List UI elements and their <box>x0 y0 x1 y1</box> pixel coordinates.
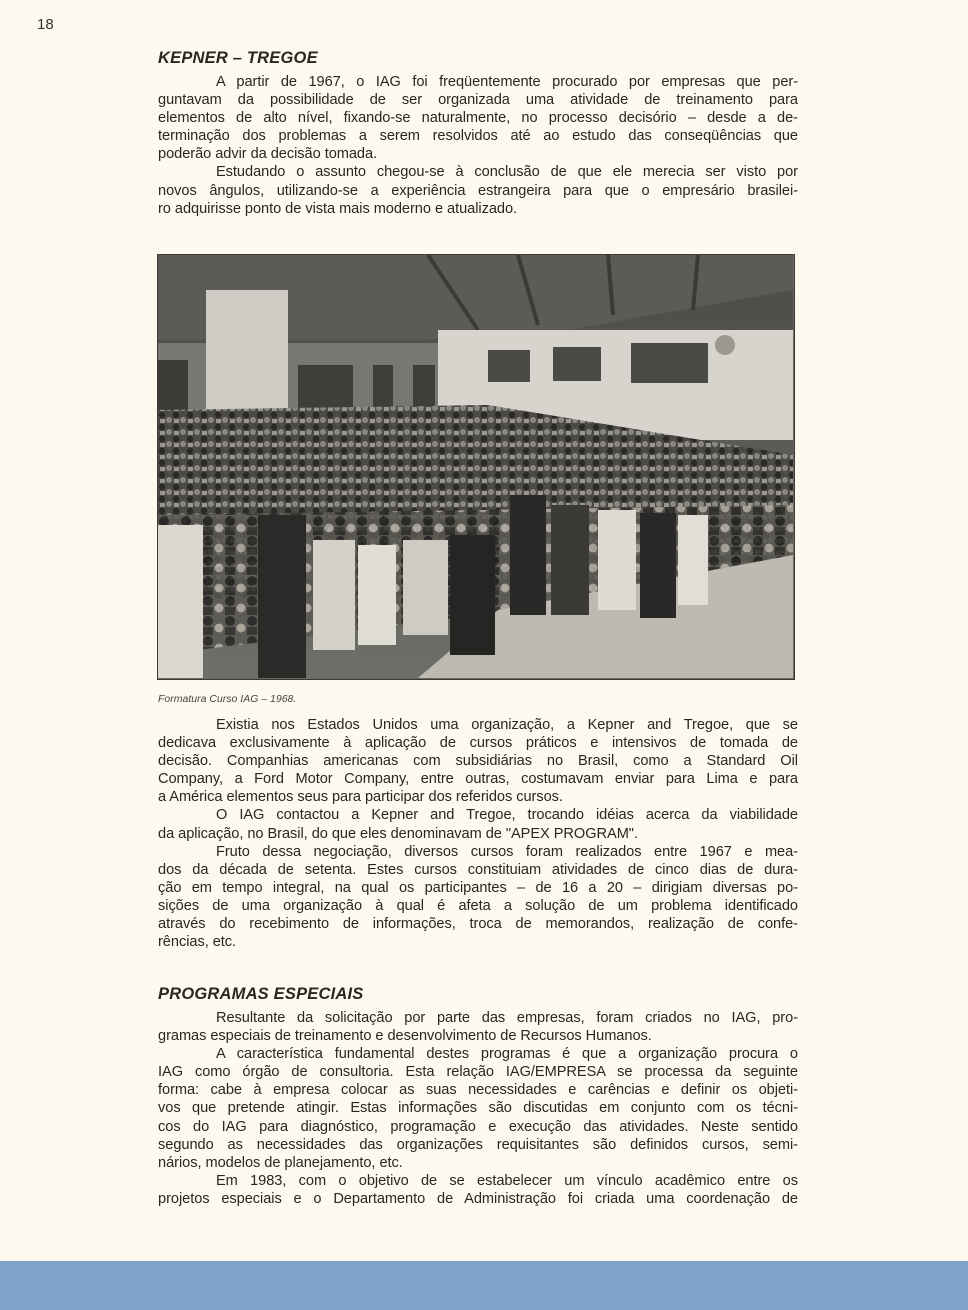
text-line: da aplicação, no Brasil, do que eles denominavam de "APEX PROGRAM". <box>158 825 638 842</box>
text-line: gramas especiais de treinamento e desenvolvimento de Recursos Humanos. <box>158 1028 652 1045</box>
text-line: dedicava exclusivamente à aplicação de cursos práticos e intensivos de tomada de <box>158 735 798 752</box>
paragraph <box>158 806 798 842</box>
text-line: rências, etc. <box>158 934 237 951</box>
text-line: O IAG contactou a Kepner and Tregoe, trocando idéias acerca da viabilidade <box>216 807 798 824</box>
text-line: Company, a Ford Motor Company, entre outras, costumavam enviar para Lima e para <box>158 771 798 788</box>
text-line: segundo as necessidades das organizações requisitantes são definidos cursos, semi- <box>158 1136 798 1153</box>
text-line: projetos especiais e o Departamento de Administração foi criada uma coordenação de <box>158 1190 798 1207</box>
photo-image <box>158 255 793 678</box>
text-line: novos ângulos, utilizando-se a experiência estrangeira para que o empresário brasilei- <box>158 182 798 199</box>
section-heading: KEPNER – TREGOE <box>158 49 318 67</box>
text-line: Resultante da solicitação por parte das empresas, foram criados no IAG, pro- <box>216 1010 798 1026</box>
text-line: vos que pretende atingir. Estas informações são discutidas em conjunto com os técni- <box>158 1100 798 1117</box>
paragraph <box>158 73 798 163</box>
paragraph <box>158 1009 798 1045</box>
text-line: terminação dos problemas a serem resolvidos até ao estudo das conseqüências que <box>158 128 798 145</box>
text-line: forma: cabe à empresa colocar as suas necessidades e carências e definir os objeti- <box>158 1082 798 1099</box>
section-kepner-tregoe <box>158 48 798 218</box>
paragraph <box>158 163 798 217</box>
text-line: Existia nos Estados Unidos uma organização, a Kepner and Tregoe, que se <box>216 717 798 733</box>
text-line: poderão advir da decisão tomada. <box>158 146 378 163</box>
section-kepner-tregoe-continued <box>158 716 798 951</box>
paragraph <box>158 1045 798 1172</box>
text-line: Fruto dessa negociação, diversos cursos foram realizados entre 1967 e mea- <box>216 843 798 860</box>
page-number: 18 <box>37 16 54 33</box>
text-line: através do recebimento de informações, troca de memorandos, realização de confe- <box>158 916 798 933</box>
text-line: A característica fundamental destes programas é que a organização procura o <box>216 1046 798 1063</box>
text-line: a América elementos seus para participar dos referidos cursos. <box>158 789 563 806</box>
photo-caption: Formatura Curso IAG – 1968. <box>158 693 297 705</box>
text-line: A partir de 1967, o IAG foi freqüentemente procurado por empresas que per- <box>216 74 798 90</box>
paragraph <box>158 716 798 806</box>
footer-color-band <box>0 1261 968 1310</box>
paragraph <box>158 843 798 952</box>
text-line: dos da década de setenta. Estes cursos constituiam atividades de cinco dias de dura- <box>158 861 798 878</box>
photo-graduation-audience <box>157 254 795 680</box>
text-line: IAG como órgão de consultoria. Esta relação IAG/EMPRESA se processa da seguinte <box>158 1064 798 1081</box>
text-line: decisão. Companhias americanas com subsidiárias no Brasil, como a Standard Oil <box>158 753 798 770</box>
text-line: Em 1983, com o objetivo de se estabelecer um vínculo acadêmico entre os <box>216 1172 798 1189</box>
text-line: nários, modelos de planejamento, etc. <box>158 1154 403 1171</box>
text-line: ção em tempo integral, na qual os participantes – de 16 a 20 – dirigiam diversas po- <box>158 879 798 896</box>
text-line: cos do IAG para diagnóstico, programação e execução das atividades. Neste sentido <box>158 1118 798 1135</box>
text-line: guntavam da possibilidade de ser organizada uma atividade de treinamento para <box>158 92 798 109</box>
text-line: Estudando o assunto chegou-se à conclusão de que ele merecia ser visto por <box>216 164 798 181</box>
paragraph <box>158 1172 798 1208</box>
text-line: sições de uma organização à qual é afeta a solução de um problema identificado <box>158 897 798 914</box>
section-programas-especiais <box>158 984 798 1208</box>
section-heading: PROGRAMAS ESPECIAIS <box>158 985 364 1003</box>
text-line: ro adquirisse ponto de vista mais moderno e atualizado. <box>158 200 518 217</box>
text-line: elementos de alto nível, fixando-se naturalmente, no processo decisório – desde a de- <box>158 110 798 127</box>
